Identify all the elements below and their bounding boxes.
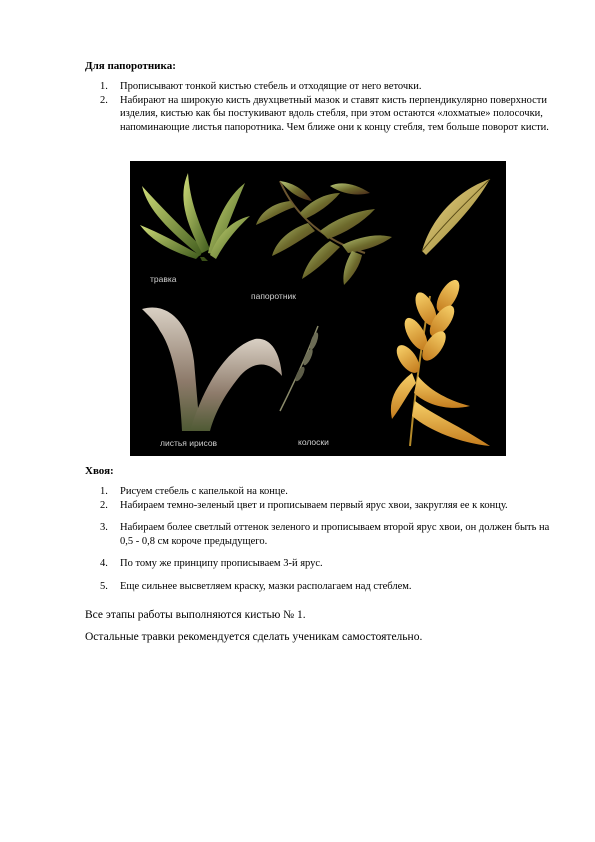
footer-line-brush: Все этапы работы выполняются кистью № 1. xyxy=(85,609,306,621)
step-number: 1. xyxy=(100,81,108,92)
leaf-drawing xyxy=(422,179,490,255)
step-text: По тому же принципу прописываем 3-й ярус. xyxy=(120,558,323,569)
step-number: 4. xyxy=(100,558,108,569)
step-text: Рисуем стебель с капелькой на конце. xyxy=(120,486,288,497)
list-item xyxy=(100,94,555,135)
footer-line-homework: Остальные травки рекомендуется сделать ученикам самостоятельно. xyxy=(85,631,423,643)
list-item xyxy=(100,499,550,513)
needles-heading: Хвоя: xyxy=(85,465,114,477)
caption-fern: папоротник xyxy=(251,291,296,301)
fern-steps-list xyxy=(100,80,555,134)
step-text: Набираем более светлый оттенок зеленого и прописываем второй ярус хвои, он должен быть на 0,5 - 0,8 см короче предыдущего. xyxy=(120,522,550,547)
list-item xyxy=(100,557,550,571)
small-ear-drawing xyxy=(280,326,320,411)
caption-grass: травка xyxy=(150,274,177,284)
step-text: Набираем темно-зеленый цвет и прописываем первый ярус хвои, закругляя ее к концу. xyxy=(120,499,508,511)
plant-drawings xyxy=(130,161,506,456)
fern-heading: Для папоротника: xyxy=(85,60,176,72)
list-item xyxy=(100,485,550,499)
step-number: 1. xyxy=(100,486,108,497)
step-number: 3. xyxy=(100,522,108,533)
step-number: 2. xyxy=(100,94,108,106)
step-number: 2. xyxy=(100,499,108,511)
fern-drawing xyxy=(256,181,392,285)
needles-steps-list xyxy=(100,485,550,593)
brushwork-illustration xyxy=(130,161,506,456)
list-item xyxy=(100,580,550,594)
caption-iris-leaves: листья ирисов xyxy=(160,438,218,448)
grass-drawing xyxy=(140,173,250,261)
step-text: Прописывают тонкой кистью стебель и отходящие от него веточки. xyxy=(120,81,422,92)
list-item xyxy=(100,80,555,94)
step-number: 5. xyxy=(100,580,108,592)
caption-ears: колоски xyxy=(298,437,329,447)
iris-leaves-drawing xyxy=(142,308,282,431)
step-text: Набирают на широкую кисть двухцветный мазок и ставят кисть перпендикулярно поверхности изделия, кистью как бы постукивают вдоль стебля, при этом остаются «лохматые» полосочки, напоминающие листья папоротника. Чем ближе они к концу стебля, тем больше поворот кисти. xyxy=(120,94,549,133)
wheat-ear-drawing xyxy=(391,276,490,446)
list-item xyxy=(100,521,550,548)
step-text: Еще сильнее высветляем краску, мазки располагаем над стеблем. xyxy=(120,580,412,592)
